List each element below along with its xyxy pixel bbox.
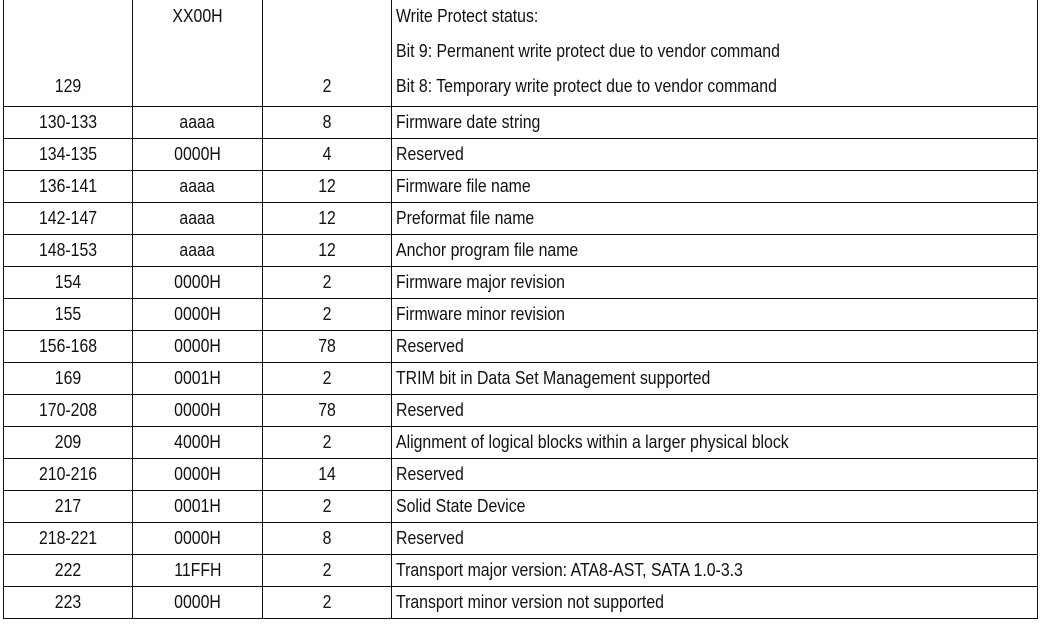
- value-cell: [133, 299, 263, 331]
- description-cell: [392, 555, 1038, 587]
- value-cell: [133, 0, 263, 107]
- value-cell: [133, 395, 263, 427]
- bytes-text: 78: [318, 400, 336, 420]
- table-row: [4, 363, 1038, 395]
- bytes-cell: [263, 171, 392, 203]
- word-text: 129: [54, 76, 82, 96]
- word-text: 156-168: [38, 336, 98, 356]
- word-cell: [4, 299, 133, 331]
- value-text: 11FFH: [173, 560, 222, 580]
- word-cell: [4, 363, 133, 395]
- word-text: 209: [54, 432, 82, 452]
- bytes-text: 2: [322, 592, 332, 612]
- value-text: 0000H: [174, 528, 221, 548]
- bytes-text: 2: [322, 272, 332, 292]
- bytes-text: 78: [318, 336, 336, 356]
- value-text: aaaa: [179, 240, 216, 260]
- word-text: 170-208: [38, 400, 98, 420]
- description-cell: [392, 235, 1038, 267]
- value-text: 4000H: [174, 432, 221, 452]
- description-cell: [392, 171, 1038, 203]
- bytes-cell: [263, 203, 392, 235]
- word-cell: [4, 139, 133, 171]
- table-row: [4, 459, 1038, 491]
- table-row: [4, 203, 1038, 235]
- identify-device-table: [3, 0, 1038, 619]
- value-cell: [133, 459, 263, 491]
- word-cell: [4, 107, 133, 139]
- word-cell: [4, 267, 133, 299]
- word-text: 142-147: [38, 208, 98, 228]
- bytes-cell: [263, 555, 392, 587]
- description-cell: [392, 363, 1038, 395]
- description-cell: [392, 267, 1038, 299]
- value-cell: [133, 139, 263, 171]
- description-text: TRIM bit in Data Set Management supported: [396, 368, 711, 388]
- bytes-cell: [263, 267, 392, 299]
- description-text: Firmware file name: [396, 176, 531, 196]
- description-cell: [392, 395, 1038, 427]
- description-cell: [392, 331, 1038, 363]
- bytes-text: 2: [322, 560, 332, 580]
- bytes-text: 8: [322, 112, 332, 132]
- description-cell: [392, 459, 1038, 491]
- bytes-text: 12: [318, 208, 336, 228]
- word-text: 218-221: [38, 528, 98, 548]
- word-cell: [4, 427, 133, 459]
- bytes-cell: [263, 459, 392, 491]
- table-row: [4, 523, 1038, 555]
- description-text: Firmware major revision: [396, 272, 566, 292]
- value-cell: [133, 235, 263, 267]
- value-text: XX00H: [172, 6, 223, 26]
- value-text: aaaa: [179, 112, 216, 132]
- description-text: Preformat file name: [396, 208, 535, 228]
- table-row: [4, 331, 1038, 363]
- value-cell: [133, 555, 263, 587]
- bytes-cell: [263, 363, 392, 395]
- word-text: 148-153: [38, 240, 98, 260]
- description-cell: [392, 299, 1038, 331]
- word-text: 154: [54, 272, 82, 292]
- description-cell: [392, 523, 1038, 555]
- bytes-text: 2: [322, 76, 332, 96]
- value-cell: [133, 363, 263, 395]
- bytes-cell: [263, 235, 392, 267]
- bytes-text: 2: [322, 432, 332, 452]
- description-cell: [392, 139, 1038, 171]
- word-cell: [4, 203, 133, 235]
- description-line: Bit 9: Permanent write protect due to vendor command: [396, 41, 780, 61]
- value-cell: [133, 203, 263, 235]
- bytes-cell: [263, 523, 392, 555]
- value-text: 0001H: [174, 368, 221, 388]
- table-row: [4, 139, 1038, 171]
- value-cell: [133, 267, 263, 299]
- word-cell: [4, 171, 133, 203]
- value-cell: [133, 491, 263, 523]
- word-text: 136-141: [38, 176, 98, 196]
- value-text: 0000H: [174, 304, 221, 324]
- bytes-text: 8: [322, 528, 332, 548]
- value-text: aaaa: [179, 208, 216, 228]
- description-cell: [392, 491, 1038, 523]
- word-cell: [4, 555, 133, 587]
- bytes-text: 14: [318, 464, 336, 484]
- word-cell: [4, 523, 133, 555]
- table-row: [4, 555, 1038, 587]
- description-text: Solid State Device: [396, 496, 526, 516]
- word-cell: [4, 459, 133, 491]
- value-cell: [133, 523, 263, 555]
- word-text: 155: [54, 304, 82, 324]
- word-text: 134-135: [38, 144, 98, 164]
- table-row: [4, 587, 1038, 619]
- word-cell: [4, 395, 133, 427]
- word-text: 169: [54, 368, 82, 388]
- word-cell: [4, 331, 133, 363]
- description-cell: [392, 427, 1038, 459]
- description-text: Reserved: [396, 144, 464, 164]
- description-text: Alignment of logical blocks within a larger physical block: [396, 432, 789, 452]
- word-text: 223: [54, 592, 82, 612]
- word-text: 130-133: [38, 112, 98, 132]
- description-text: Reserved: [396, 400, 464, 420]
- description-text: Reserved: [396, 528, 464, 548]
- value-text: 0000H: [174, 400, 221, 420]
- table-row: [4, 0, 1038, 107]
- word-cell: [4, 491, 133, 523]
- bytes-text: 4: [322, 144, 332, 164]
- word-cell: [4, 587, 133, 619]
- value-text: 0000H: [174, 272, 221, 292]
- description-text: Firmware date string: [396, 112, 541, 132]
- value-text: 0000H: [174, 144, 221, 164]
- description-text: Transport minor version not supported: [396, 592, 664, 612]
- table-row: [4, 171, 1038, 203]
- description-cell: [392, 587, 1038, 619]
- description-text: Anchor program file name: [396, 240, 579, 260]
- word-cell: [4, 235, 133, 267]
- bytes-cell: [263, 395, 392, 427]
- value-text: aaaa: [179, 176, 216, 196]
- bytes-text: 2: [322, 496, 332, 516]
- value-text: 0001H: [174, 496, 221, 516]
- bytes-cell: [263, 107, 392, 139]
- description-text: Reserved: [396, 464, 464, 484]
- bytes-cell: [263, 299, 392, 331]
- table-row: [4, 299, 1038, 331]
- table-row: [4, 267, 1038, 299]
- bytes-cell: [263, 587, 392, 619]
- bytes-cell: [263, 0, 392, 107]
- bytes-cell: [263, 139, 392, 171]
- description-line: Bit 8: Temporary write protect due to vendor command: [396, 76, 777, 96]
- value-cell: [133, 331, 263, 363]
- table-row: [4, 235, 1038, 267]
- value-cell: [133, 171, 263, 203]
- description-cell: [392, 203, 1038, 235]
- value-cell: [133, 107, 263, 139]
- word-text: 210-216: [38, 464, 98, 484]
- bytes-text: 12: [318, 240, 336, 260]
- value-text: 0000H: [174, 464, 221, 484]
- value-text: 0000H: [174, 336, 221, 356]
- bytes-text: 12: [318, 176, 336, 196]
- description-text: Firmware minor revision: [396, 304, 566, 324]
- bytes-cell: [263, 491, 392, 523]
- table-row: [4, 491, 1038, 523]
- word-text: 217: [54, 496, 82, 516]
- description-cell: [392, 0, 1038, 107]
- value-cell: [133, 427, 263, 459]
- bytes-cell: [263, 331, 392, 363]
- table-row: [4, 107, 1038, 139]
- value-text: 0000H: [174, 592, 221, 612]
- description-line: Write Protect status:: [396, 6, 539, 26]
- description-text: Reserved: [396, 336, 464, 356]
- bytes-cell: [263, 427, 392, 459]
- bytes-text: 2: [322, 304, 332, 324]
- table-row: [4, 395, 1038, 427]
- word-cell: [4, 0, 133, 107]
- table-row: [4, 427, 1038, 459]
- description-text: Transport major version: ATA8-AST, SATA 1.0-3.3: [396, 560, 743, 580]
- value-cell: [133, 587, 263, 619]
- bytes-text: 2: [322, 368, 332, 388]
- word-text: 222: [54, 560, 82, 580]
- description-cell: [392, 107, 1038, 139]
